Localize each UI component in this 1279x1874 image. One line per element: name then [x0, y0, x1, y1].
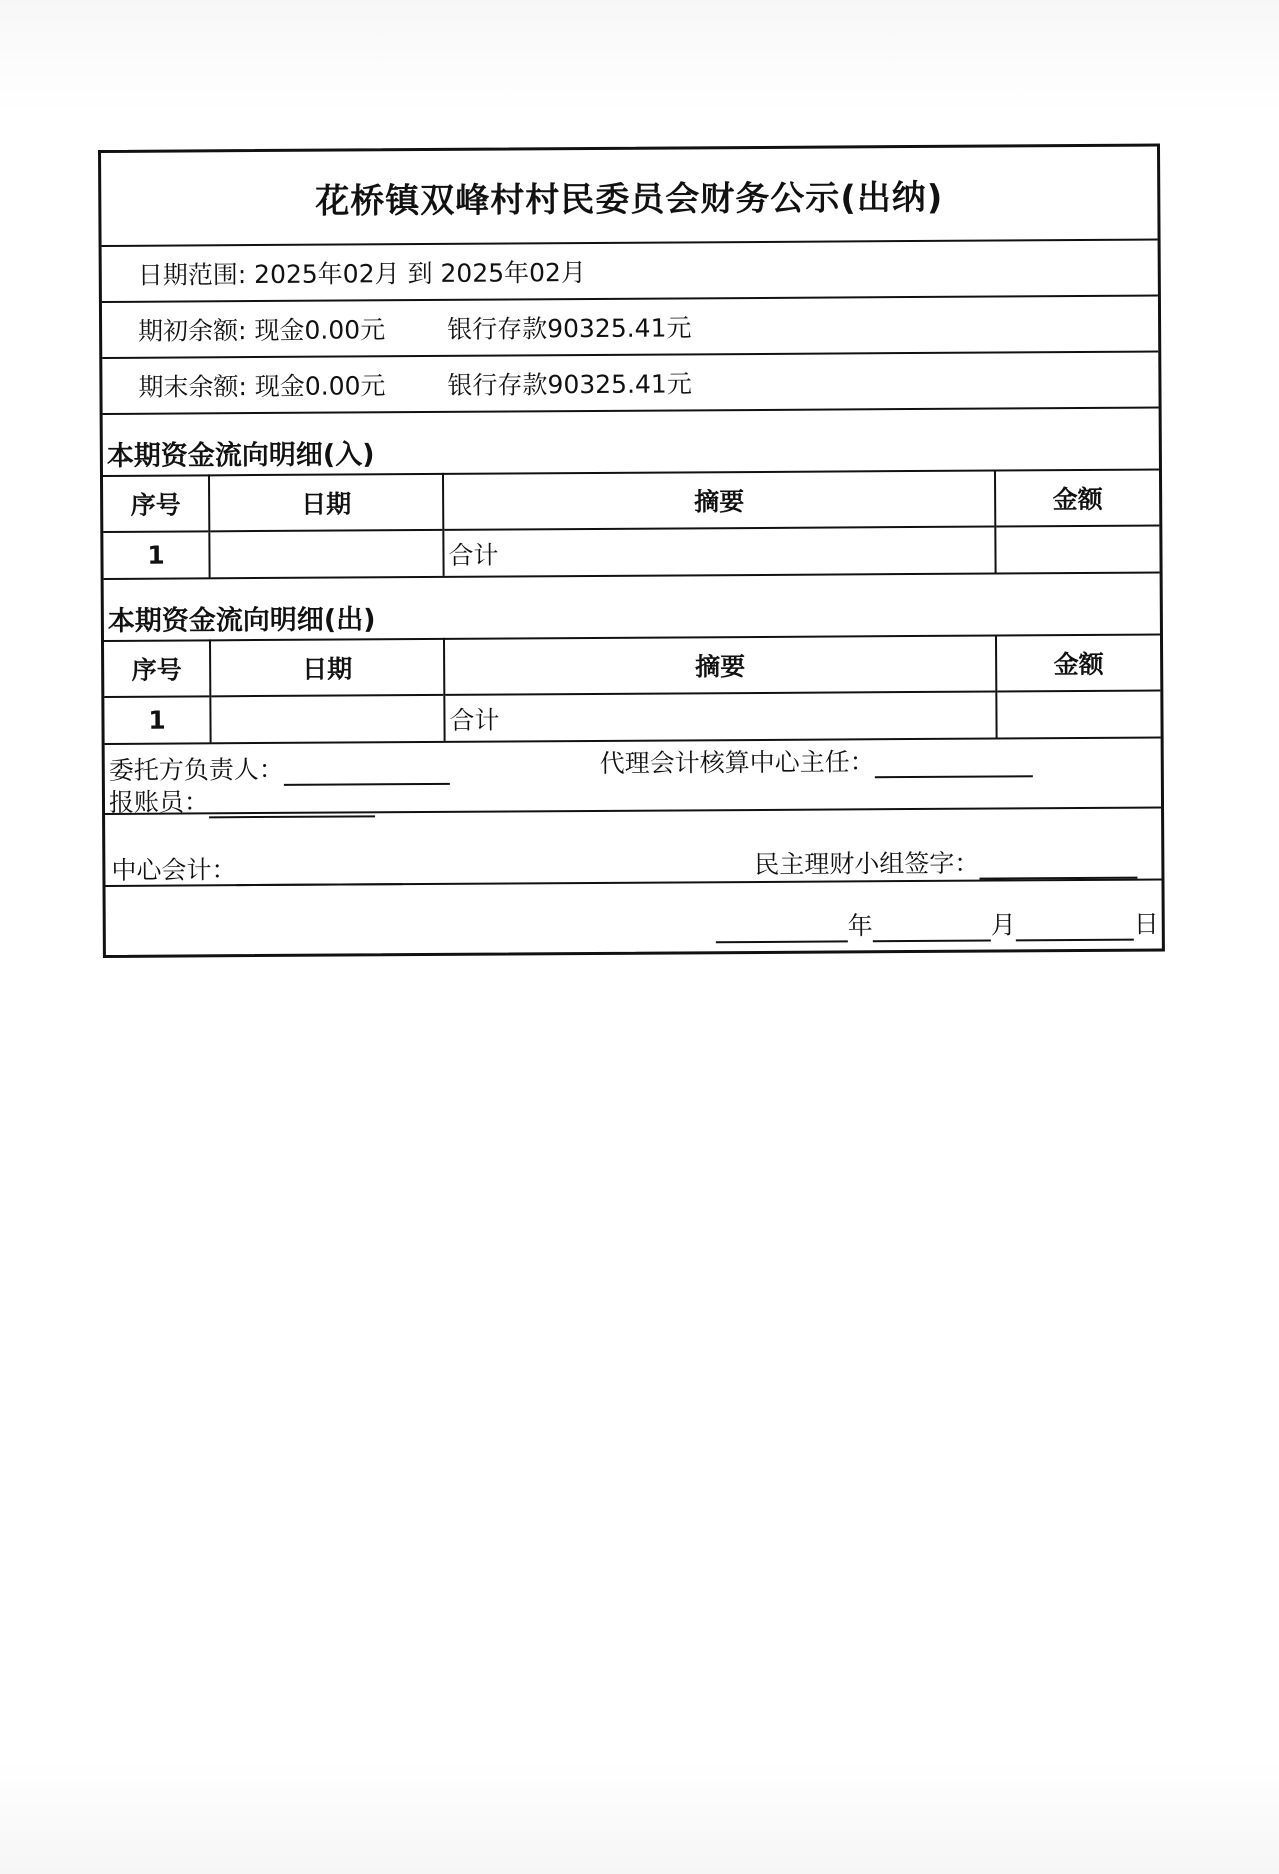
expense-header-row: [104, 635, 1160, 697]
cell-date: [210, 695, 444, 742]
cell-summary: 合计: [444, 692, 996, 741]
col-header-summary: 摘要: [443, 471, 995, 530]
expense-table-wrap: [104, 634, 1161, 745]
cell-seq: 1: [104, 696, 210, 743]
col-header-summary: 摘要: [444, 636, 996, 695]
signing-date: [716, 905, 1159, 944]
opening-balance-row: [102, 297, 1158, 359]
cell-summary: 合计: [443, 527, 995, 576]
month-label: 月: [990, 910, 1016, 940]
col-header-date: 日期: [210, 639, 444, 696]
principal-label: 委托方负责人：: [108, 754, 284, 785]
finance-group-signature: [754, 843, 1137, 881]
month-line: [873, 920, 991, 943]
opening-bank: 银行存款90325.41元: [447, 313, 692, 344]
table-row: [103, 526, 1159, 578]
center-accountant-signature: [111, 849, 402, 887]
cell-date: [209, 530, 443, 577]
finance-group-signature-line: [979, 857, 1137, 880]
finance-disclosure-form: [98, 144, 1165, 958]
table-row: [104, 691, 1160, 743]
center-accountant-label: 中心会计：: [111, 855, 237, 885]
signature-row-1: [105, 739, 1161, 815]
opening-cash: 期初余额: 现金0.00元: [138, 315, 386, 346]
income-table: [103, 469, 1160, 578]
signature-row-2: [105, 809, 1161, 887]
cell-amount: [996, 691, 1160, 738]
closing-balance-row: [102, 353, 1158, 415]
expense-table: [104, 634, 1161, 743]
day-line: [1016, 919, 1134, 942]
closing-bank: 银行存款90325.41元: [447, 369, 692, 400]
date-range: 日期范围: 2025年02月 到 2025年02月: [137, 258, 586, 290]
agency-director-signature-line: [875, 755, 1033, 778]
reimburser-label: 报账员：: [108, 787, 210, 817]
year-line: [716, 920, 848, 943]
income-header-row: [103, 470, 1159, 532]
agency-director-label: 代理会计核算中心主任：: [599, 747, 875, 778]
col-header-seq: 序号: [103, 475, 209, 532]
income-heading-row: [103, 409, 1159, 475]
agency-director-signature: [600, 741, 1033, 780]
closing-cash: 期末余额: 现金0.00元: [138, 371, 386, 402]
income-heading: 本期资金流向明细(入): [106, 439, 375, 472]
date-range-row: [102, 241, 1158, 303]
year-label: 年: [847, 911, 873, 941]
day-label: 日: [1133, 909, 1159, 939]
income-table-wrap: [103, 469, 1160, 580]
col-header-amount: 金额: [996, 635, 1160, 692]
date-row: [106, 881, 1162, 955]
center-accountant-signature-line: [236, 863, 402, 886]
form-title: 花桥镇双峰村村民委员会财务公示(出纳): [315, 177, 944, 222]
cell-seq: 1: [103, 531, 209, 578]
col-header-seq: 序号: [104, 640, 210, 697]
cell-amount: [995, 526, 1159, 573]
expense-heading-row: [104, 574, 1160, 640]
finance-group-label: 民主理财小组签字：: [754, 848, 980, 880]
title-row: [101, 147, 1158, 247]
col-header-date: 日期: [209, 474, 443, 531]
col-header-amount: 金额: [995, 470, 1159, 527]
expense-heading: 本期资金流向明细(出): [107, 604, 376, 637]
